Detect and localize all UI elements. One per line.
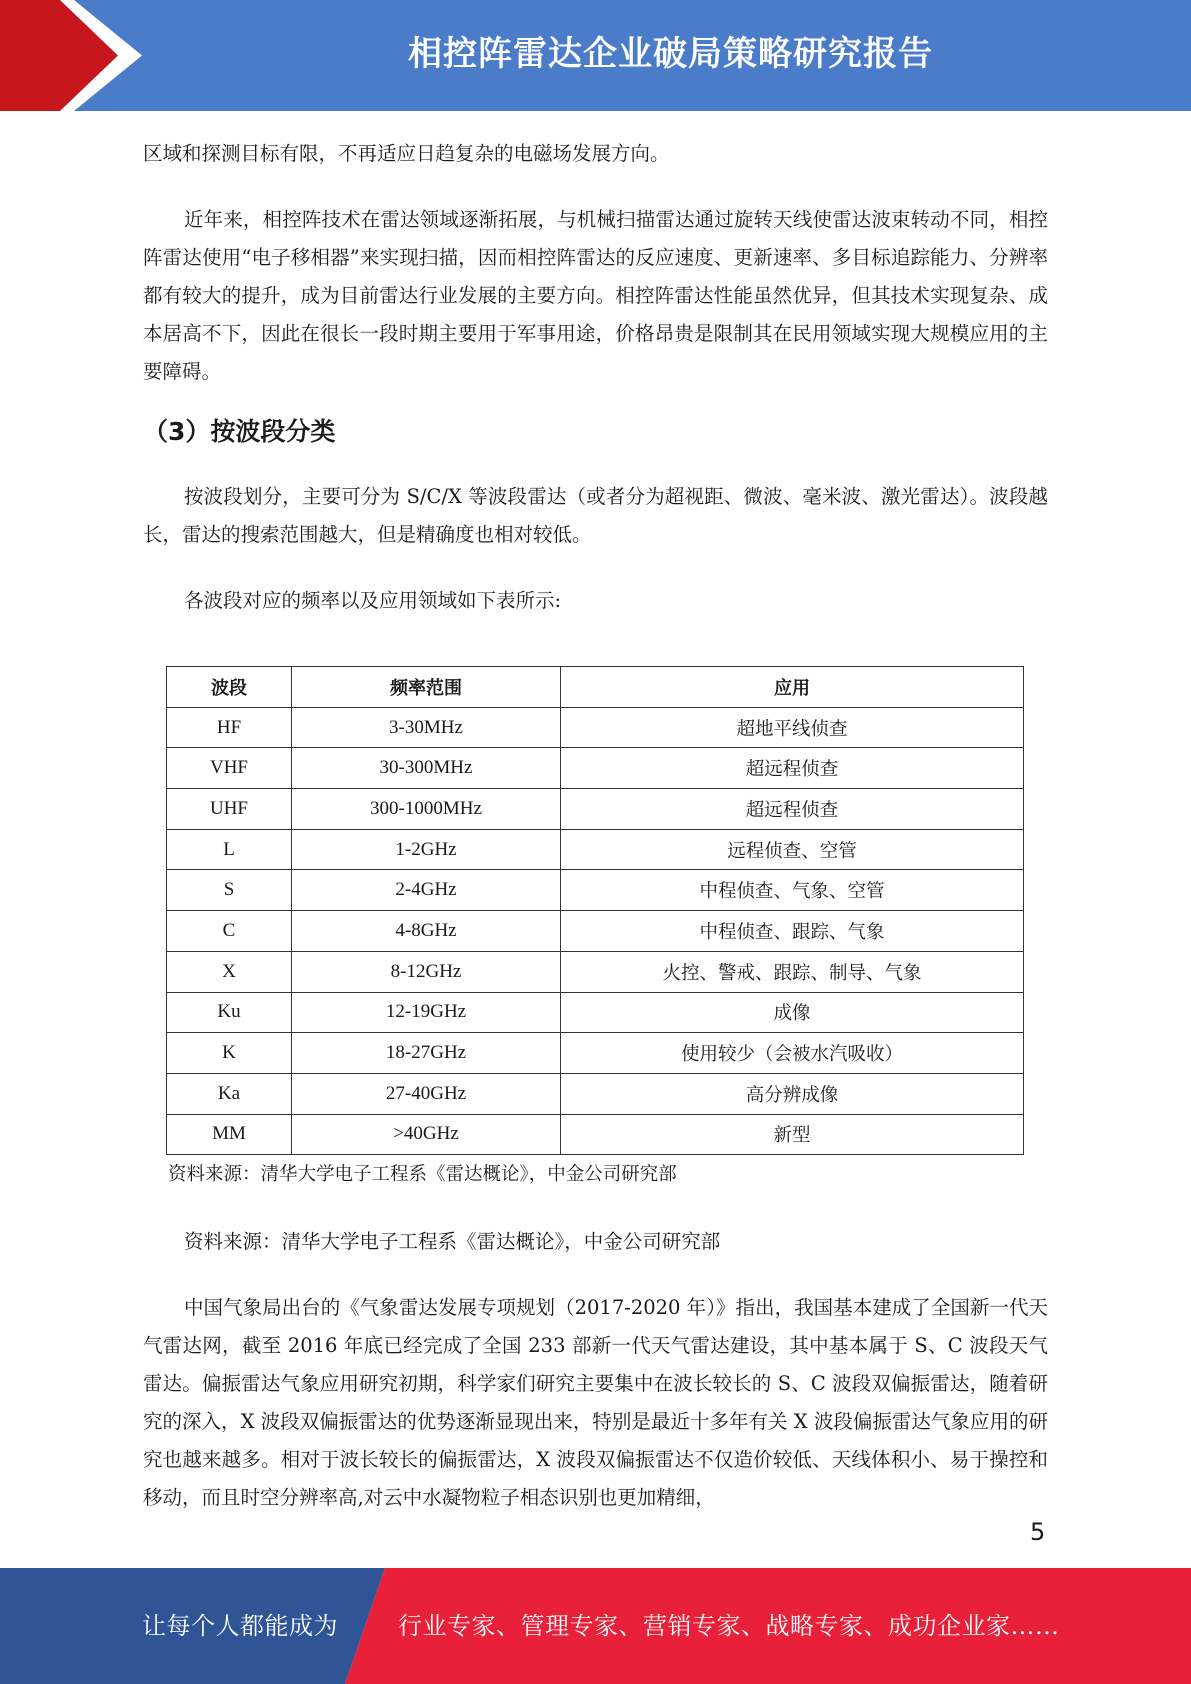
table-header-frequency: 频率范围 xyxy=(292,667,561,708)
band-cell: VHF xyxy=(167,748,292,789)
table-row xyxy=(167,951,1024,992)
arrow-logo-icon xyxy=(0,0,160,111)
band-cell: MM xyxy=(167,1114,292,1155)
application-cell: 超地平线侦查 xyxy=(561,707,1024,748)
application-cell: 高分辨成像 xyxy=(561,1073,1024,1114)
table-header-band: 波段 xyxy=(167,667,292,708)
table-source-note: 资料来源：清华大学电子工程系《雷达概论》，中金公司研究部 xyxy=(168,1164,677,1185)
table-header-row xyxy=(167,667,1024,708)
band-cell: K xyxy=(167,1033,292,1074)
frequency-cell: 2-4GHz xyxy=(292,870,561,911)
application-cell: 中程侦查、气象、空管 xyxy=(561,870,1024,911)
band-cell: UHF xyxy=(167,789,292,830)
application-cell: 远程侦查、空管 xyxy=(561,829,1024,870)
frequency-cell: 18-27GHz xyxy=(292,1033,561,1074)
table-row xyxy=(167,748,1024,789)
application-cell: 火控、警戒、跟踪、制导、气象 xyxy=(561,951,1024,992)
band-cell: HF xyxy=(167,707,292,748)
band-cell: Ka xyxy=(167,1073,292,1114)
paragraph-5: 中国气象局出台的《气象雷达发展专项规划（2017-2020 年）》指出，我国基本建成了全国新一代天气雷达网，截至 2016 年底已经完成了全国 233 部新一代天气雷达建设，其中基本属于 S、C 波段天气雷达。偏振雷达气象应用研究初期，科学家们研究主要集中在波长较长的 S、C 波段双偏振雷达，随着研究的深入，X 波段双偏振雷达的优势逐渐显现出来，特别是最近十多年有关 X 波段偏振雷达气象应用的研究也越来越多。相对于波长较长的偏振雷达，X 波段双偏振雷达不仅造价较低、天线体积小、易于操控和移动，而且时空分辨率高,对云中水凝物粒子相态识别也更加精细， xyxy=(143,1296,1048,1509)
table-row xyxy=(167,1073,1024,1114)
table-row xyxy=(167,992,1024,1033)
table-row xyxy=(167,829,1024,870)
main-content xyxy=(143,135,1048,620)
band-cell: L xyxy=(167,829,292,870)
paragraph-4: 各波段对应的频率以及应用领域如下表所示: xyxy=(184,589,562,612)
application-cell: 超远程侦查 xyxy=(561,789,1024,830)
application-cell: 超远程侦查 xyxy=(561,748,1024,789)
frequency-cell: 27-40GHz xyxy=(292,1073,561,1114)
table-row xyxy=(167,1033,1024,1074)
band-cell: C xyxy=(167,911,292,952)
application-cell: 成像 xyxy=(561,992,1024,1033)
table-row xyxy=(167,1114,1024,1155)
frequency-cell: 4-8GHz xyxy=(292,911,561,952)
frequency-cell: 8-12GHz xyxy=(292,951,561,992)
band-cell: X xyxy=(167,951,292,992)
paragraph-1: 区域和探测目标有限，不再适应日趋复杂的电磁场发展方向。 xyxy=(143,142,670,165)
frequency-cell: 1-2GHz xyxy=(292,829,561,870)
table-header-application: 应用 xyxy=(561,667,1024,708)
table-row xyxy=(167,911,1024,952)
frequency-cell: 12-19GHz xyxy=(292,992,561,1033)
footer-slogan-right: 行业专家、管理专家、营销专家、战略专家、成功企业家…… xyxy=(398,1612,1060,1640)
frequency-cell: 30-300MHz xyxy=(292,748,561,789)
table-row xyxy=(167,707,1024,748)
page-number: 5 xyxy=(1030,1518,1046,1546)
application-cell: 新型 xyxy=(561,1114,1024,1155)
header-banner xyxy=(0,0,1191,111)
frequency-cell: 300-1000MHz xyxy=(292,789,561,830)
paragraph-2: 近年来，相控阵技术在雷达领域逐渐拓展，与机械扫描雷达通过旋转天线使雷达波束转动不同，相控阵雷达使用“电子移相器”来实现扫描，因而相控阵雷达的反应速度、更新速率、多目标追踪能力、分辨率都有较大的提升，成为目前雷达行业发展的主要方向。相控阵雷达性能虽然优异，但其技术实现复杂、成本居高不下，因此在很长一段时期主要用于军事用途，价格昂贵是限制其在民用领域实现大规模应用的主要障碍。 xyxy=(143,208,1048,383)
footer-slogan-left: 让每个人都能成为 xyxy=(142,1612,338,1640)
table-row xyxy=(167,789,1024,830)
frequency-cell: >40GHz xyxy=(292,1114,561,1155)
main-content-continued xyxy=(143,1223,1048,1517)
application-cell: 中程侦查、跟踪、气象 xyxy=(561,911,1024,952)
source-paragraph: 资料来源：清华大学电子工程系《雷达概论》，中金公司研究部 xyxy=(184,1230,721,1253)
section-heading: （3）按波段分类 xyxy=(143,417,336,446)
paragraph-3: 按波段划分，主要可分为 S/C/X 等波段雷达（或者分为超视距、微波、毫米波、激光雷达）。波段越长，雷达的搜索范围越大，但是精确度也相对较低。 xyxy=(143,485,1048,546)
band-frequency-table xyxy=(166,666,1024,1155)
band-cell: Ku xyxy=(167,992,292,1033)
band-cell: S xyxy=(167,870,292,911)
footer-banner xyxy=(0,1568,1191,1684)
frequency-cell: 3-30MHz xyxy=(292,707,561,748)
report-title: 相控阵雷达企业破局策略研究报告 xyxy=(408,34,933,74)
table-row xyxy=(167,870,1024,911)
application-cell: 使用较少（会被水汽吸收） xyxy=(561,1033,1024,1074)
